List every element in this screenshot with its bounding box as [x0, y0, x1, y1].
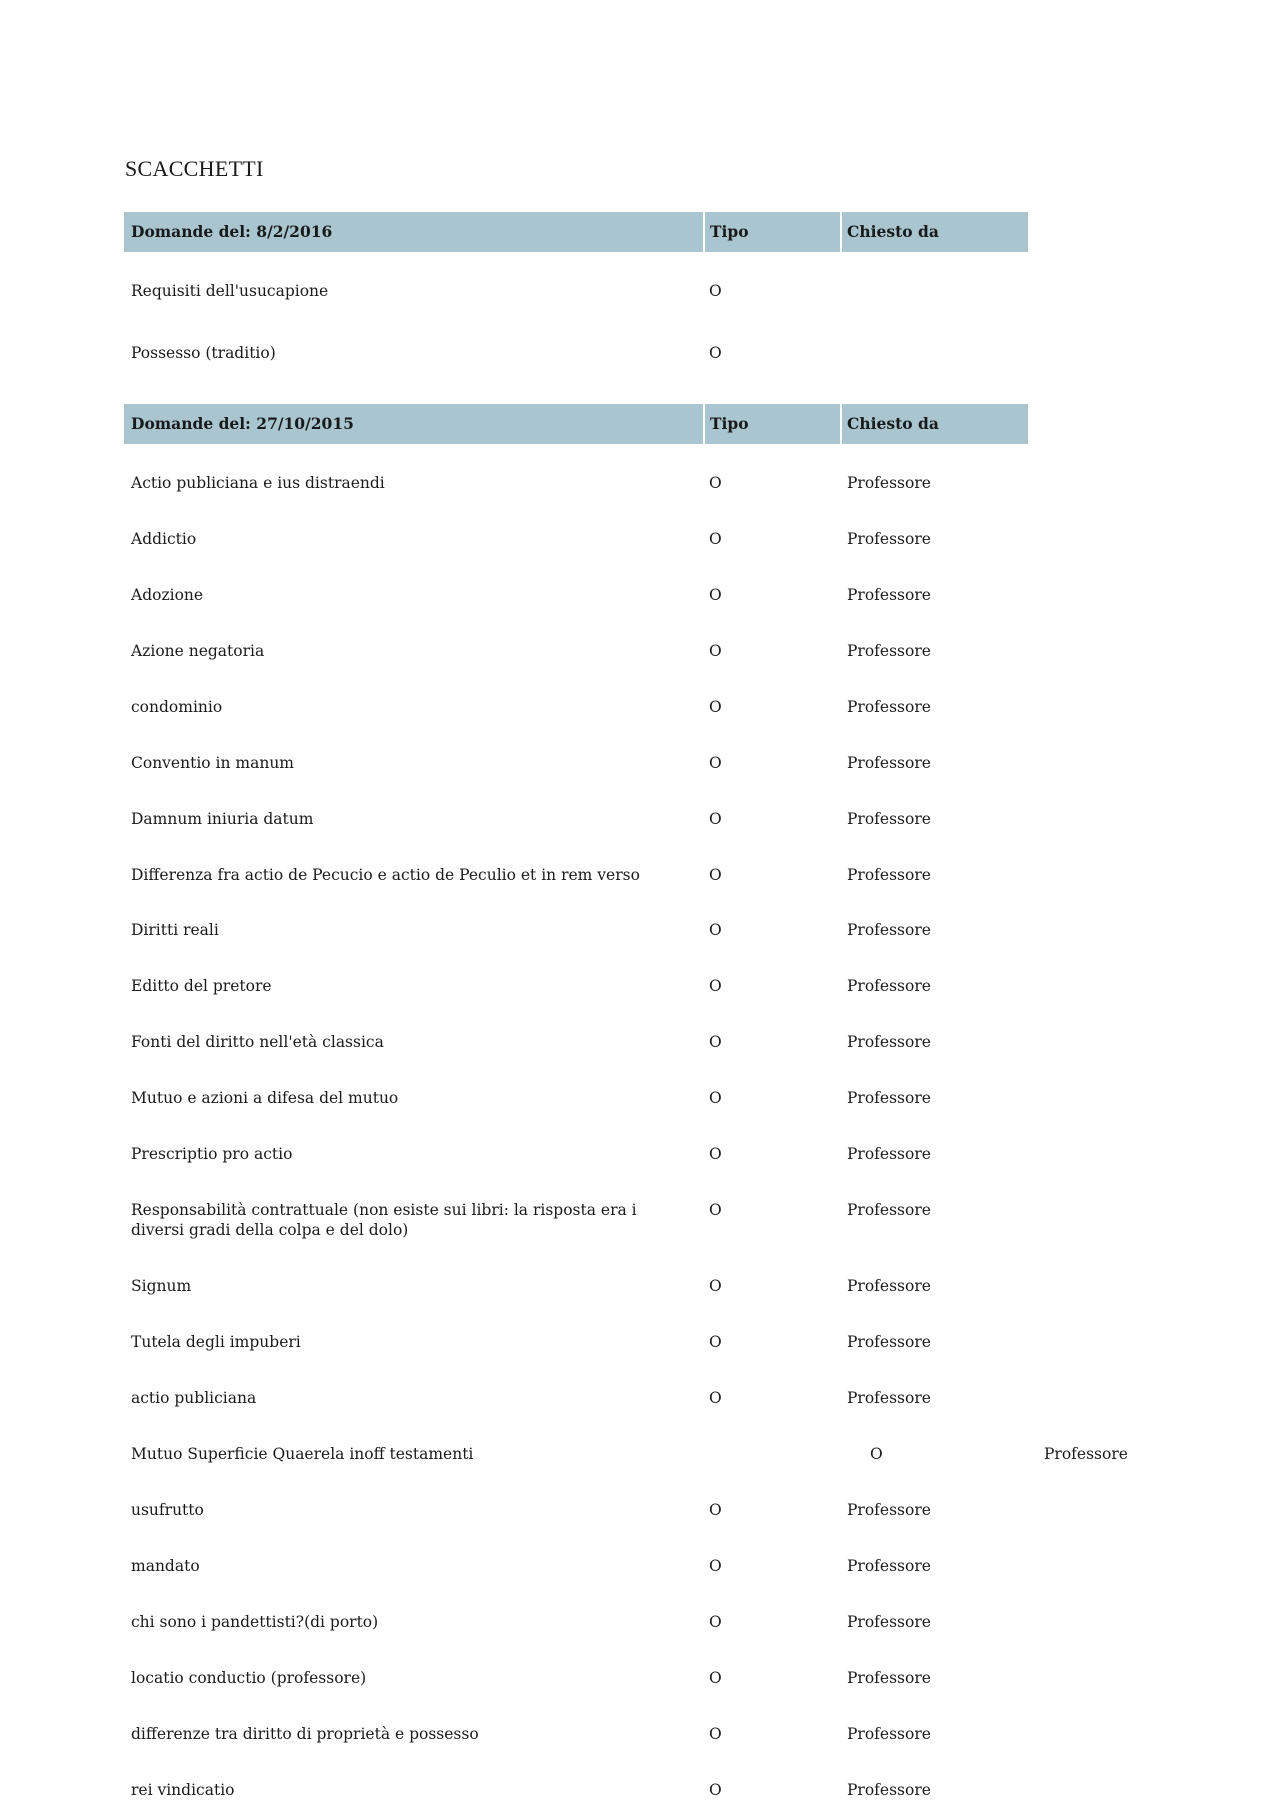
chiesto-da-column-header: Chiesto da — [847, 222, 939, 241]
chiesto-da-value: Professore — [847, 866, 931, 884]
question-text: Actio publiciana e ius distraendi — [131, 474, 385, 492]
tipo-value: O — [709, 1033, 722, 1051]
chiesto-da-value: Professore — [847, 642, 931, 660]
question-text: Requisiti dell'usucapione — [131, 282, 329, 300]
tipo-value: O — [709, 1781, 722, 1799]
tipo-value: O — [709, 642, 722, 660]
section-header-1 — [124, 212, 1028, 252]
chiesto-da-value: Professore — [847, 1557, 931, 1575]
chiesto-da-value: Professore — [847, 1501, 931, 1519]
tipo-column-header: Tipo — [710, 222, 749, 241]
question-text: locatio conductio (professore) — [131, 1669, 367, 1687]
tipo-value: O — [709, 530, 722, 548]
chiesto-da-value: Professore — [847, 1613, 931, 1631]
question-text: Editto del pretore — [131, 977, 272, 995]
question-text: usufrutto — [131, 1501, 204, 1519]
chiesto-da-value: Professore — [847, 474, 931, 492]
tipo-value: O — [709, 754, 722, 772]
tipo-value: O — [709, 1613, 722, 1631]
question-text: Prescriptio pro actio — [131, 1145, 293, 1163]
chiesto-da-value: Professore — [847, 1725, 931, 1743]
chiesto-da-value: Professore — [847, 698, 931, 716]
question-text: Conventio in manum — [131, 754, 294, 772]
question-text: Tutela degli impuberi — [131, 1333, 301, 1351]
tipo-value: O — [709, 866, 722, 884]
question-text: condominio — [131, 698, 223, 716]
tipo-value: O — [709, 474, 722, 492]
chiesto-da-value: Professore — [847, 1669, 931, 1687]
tipo-value: O — [709, 1557, 722, 1575]
chiesto-da-value: Professore — [847, 1201, 931, 1219]
section-date-header: Domande del: 27/10/2015 — [131, 414, 354, 433]
tipo-value: O — [709, 1389, 722, 1407]
question-text: mandato — [131, 1557, 200, 1575]
question-text: chi sono i pandettisti?(di porto) — [131, 1613, 379, 1631]
chiesto-da-value: Professore — [847, 586, 931, 604]
chiesto-da-value: Professore — [847, 754, 931, 772]
tipo-value: O — [709, 1145, 722, 1163]
tipo-value: O — [709, 1277, 722, 1295]
chiesto-da-value: Professore — [847, 1389, 931, 1407]
chiesto-da-column-header: Chiesto da — [847, 414, 939, 433]
tipo-column-header: Tipo — [710, 414, 749, 433]
tipo-value: O — [709, 1089, 722, 1107]
chiesto-da-value: Professore — [847, 1333, 931, 1351]
question-text: Diritti reali — [131, 921, 219, 939]
chiesto-da-value: Professore — [847, 1781, 931, 1799]
question-text: actio publiciana — [131, 1389, 257, 1407]
question-text: Damnum iniuria datum — [131, 810, 314, 828]
tipo-value: O — [709, 1201, 722, 1219]
page-title: SCACCHETTI — [125, 156, 264, 181]
section-header-2 — [124, 404, 1028, 444]
tipo-value: O — [709, 586, 722, 604]
tipo-value: O — [709, 344, 722, 362]
question-text: differenze tra diritto di proprietà e possesso — [131, 1725, 479, 1743]
section-date-header: Domande del: 8/2/2016 — [131, 222, 333, 241]
chiesto-da-value: Professore — [847, 1033, 931, 1051]
question-text: Possesso (traditio) — [131, 344, 276, 362]
question-text: Addictio — [131, 530, 197, 548]
question-text: Signum — [131, 1277, 192, 1295]
tipo-value: O — [870, 1445, 883, 1463]
tipo-value: O — [709, 921, 722, 939]
question-text: Responsabilità contrattuale (non esiste sui libri: la risposta era i diversi gradi della colpa e del dolo) — [131, 1201, 637, 1239]
chiesto-da-value: Professore — [847, 921, 931, 939]
chiesto-da-value: Professore — [847, 1277, 931, 1295]
table-header — [124, 404, 1028, 444]
question-text: rei vindicatio — [131, 1781, 235, 1799]
question-text: Mutuo Superficie Quaerela inoff testamenti — [131, 1445, 474, 1463]
tipo-value: O — [709, 1501, 722, 1519]
question-text: Azione negatoria — [131, 642, 265, 660]
question-text: Differenza fra actio de Pecucio e actio de Peculio et in rem verso — [131, 866, 640, 884]
chiesto-da-value: Professore — [847, 530, 931, 548]
question-text: Mutuo e azioni a difesa del mutuo — [131, 1089, 399, 1107]
chiesto-da-value: Professore — [1044, 1445, 1128, 1463]
tipo-value: O — [709, 282, 722, 300]
tipo-value: O — [709, 810, 722, 828]
question-text: Adozione — [131, 586, 204, 604]
chiesto-da-value: Professore — [847, 1145, 931, 1163]
tipo-value: O — [709, 977, 722, 995]
tipo-value: O — [709, 1669, 722, 1687]
chiesto-da-value: Professore — [847, 977, 931, 995]
tipo-value: O — [709, 698, 722, 716]
tipo-value: O — [709, 1725, 722, 1743]
chiesto-da-value: Professore — [847, 810, 931, 828]
chiesto-da-value: Professore — [847, 1089, 931, 1107]
tipo-value: O — [709, 1333, 722, 1351]
table-header — [124, 212, 1028, 252]
question-text: Fonti del diritto nell'età classica — [131, 1033, 384, 1051]
